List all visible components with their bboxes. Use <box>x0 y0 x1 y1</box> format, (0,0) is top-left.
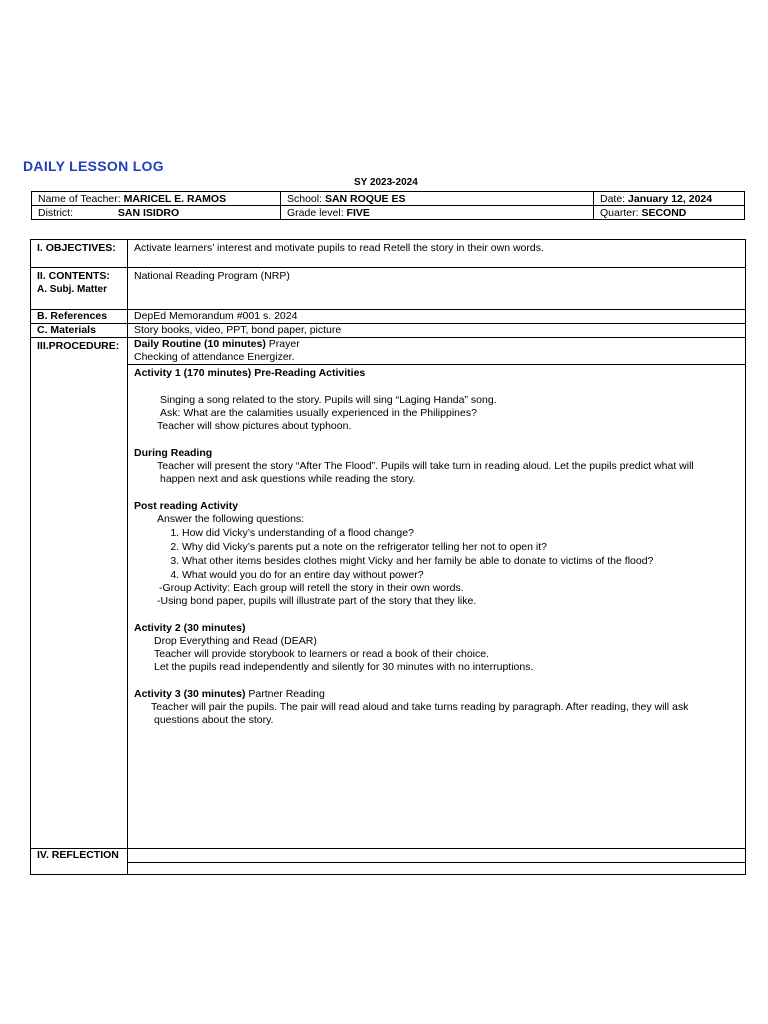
lesson-table <box>30 239 746 875</box>
header-table <box>31 191 745 220</box>
question-item: 2. Why did Vicky’s parents put a note on the refrigerator telling her not to open it? <box>182 540 739 554</box>
objectives-label: I. OBJECTIVES: <box>31 240 128 268</box>
question-item: 4. What would you do for an entire day without power? <box>182 568 739 582</box>
procedure-body <box>128 365 746 849</box>
activity3-head: Activity 3 (30 minutes) <box>134 688 246 700</box>
post-reading-intro: Answer the following questions: <box>157 513 305 525</box>
daily-routine-head: Daily Routine (10 minutes) <box>134 338 266 350</box>
district-cell <box>32 206 281 220</box>
activity1-line: Ask: What are the calamities usually experienced in the Philippines? <box>160 407 477 419</box>
school-year: SY 2023-2024 <box>354 177 418 188</box>
references-text: DepEd Memorandum #001 s. 2024 <box>128 310 746 324</box>
daily-routine-tail: Prayer <box>265 338 300 350</box>
activity2-head: Activity 2 (30 minutes) <box>134 622 246 634</box>
school-label: School: <box>287 192 323 205</box>
reflection-divider <box>128 849 745 863</box>
teacher-cell <box>32 192 281 206</box>
date-cell <box>594 192 745 206</box>
district-label: District: <box>38 206 73 219</box>
bond-paper-line: -Using bond paper, pupils will illustrate part of the story that they like. <box>157 595 477 607</box>
school-cell <box>281 192 594 206</box>
reflection-cell <box>128 849 746 875</box>
activity3-tail: Partner Reading <box>245 688 325 700</box>
activity3-text: questions about the story. <box>154 714 274 726</box>
activity2-line: Drop Everything and Read (DEAR) <box>154 635 317 647</box>
references-label: B. References <box>31 310 128 324</box>
group-activity-line: -Group Activity: Each group will retell the story in their own words. <box>159 582 464 594</box>
materials-text: Story books, video, PPT, bond paper, picture <box>128 324 746 338</box>
during-reading-line: happen next and ask questions while reading the story. <box>160 473 416 485</box>
daily-routine-cell <box>128 338 746 365</box>
document-title: DAILY LESSON LOG <box>23 158 164 174</box>
activity3-line <box>134 688 739 701</box>
question-item: 3. What other items besides clothes might Vicky and her family be able to donate to victims of the flood? <box>182 554 739 568</box>
questions-list <box>134 526 739 582</box>
grade-label: Grade level: <box>287 206 344 219</box>
quarter-cell <box>594 206 745 220</box>
date-value: January 12, 2024 <box>628 192 713 205</box>
reflection-label: IV. REFLECTION <box>31 849 128 875</box>
teacher-label: Name of Teacher: <box>38 192 121 205</box>
question-item: 1. How did Vicky’s understanding of a flood change? <box>182 526 739 540</box>
activity2-line: Let the pupils read independently and silently for 30 minutes with no interruptions. <box>154 661 534 673</box>
procedure-label: III.PROCEDURE: <box>31 338 128 849</box>
date-label: Date: <box>600 192 626 205</box>
quarter-label: Quarter: <box>600 206 639 219</box>
teacher-name: MARICEL E. RAMOS <box>123 192 227 205</box>
attendance-line: Checking of attendance Energizer. <box>134 351 295 363</box>
school-name: SAN ROQUE ES <box>324 192 406 205</box>
contents-label-cell <box>31 268 128 310</box>
activity1-line: Teacher will show pictures about typhoon. <box>157 420 352 432</box>
subj-matter-label: A. Subj. Matter <box>37 284 108 295</box>
materials-label: C. Materials <box>31 324 128 338</box>
grade-value: FIVE <box>346 206 370 219</box>
activity1-head: Activity 1 (170 minutes) Pre-Reading Activities <box>134 367 366 379</box>
activity3-text: Teacher will pair the pupils. The pair will read aloud and take turns reading by paragraph. After reading, they will ask <box>151 701 689 713</box>
post-reading-head: Post reading Activity <box>134 500 239 512</box>
activity1-line: Singing a song related to the story. Pupils will sing “Laging Handa” song. <box>160 394 497 406</box>
during-reading-head: During Reading <box>134 447 213 459</box>
district-name: SAN ISIDRO <box>117 206 180 219</box>
contents-text: National Reading Program (NRP) <box>128 268 746 310</box>
grade-cell <box>281 206 594 220</box>
objectives-text: Activate learners’ interest and motivate pupils to read Retell the story in their own words. <box>128 240 746 268</box>
daily-routine-line <box>134 338 739 351</box>
activity2-line: Teacher will provide storybook to learners or read a book of their choice. <box>154 648 490 660</box>
contents-label: II. CONTENTS: <box>37 270 110 282</box>
quarter-value: SECOND <box>641 206 687 219</box>
during-reading-line: Teacher will present the story “After The Flood”. Pupils will take turn in reading aloud. Let the pupils predict what will <box>157 460 694 472</box>
